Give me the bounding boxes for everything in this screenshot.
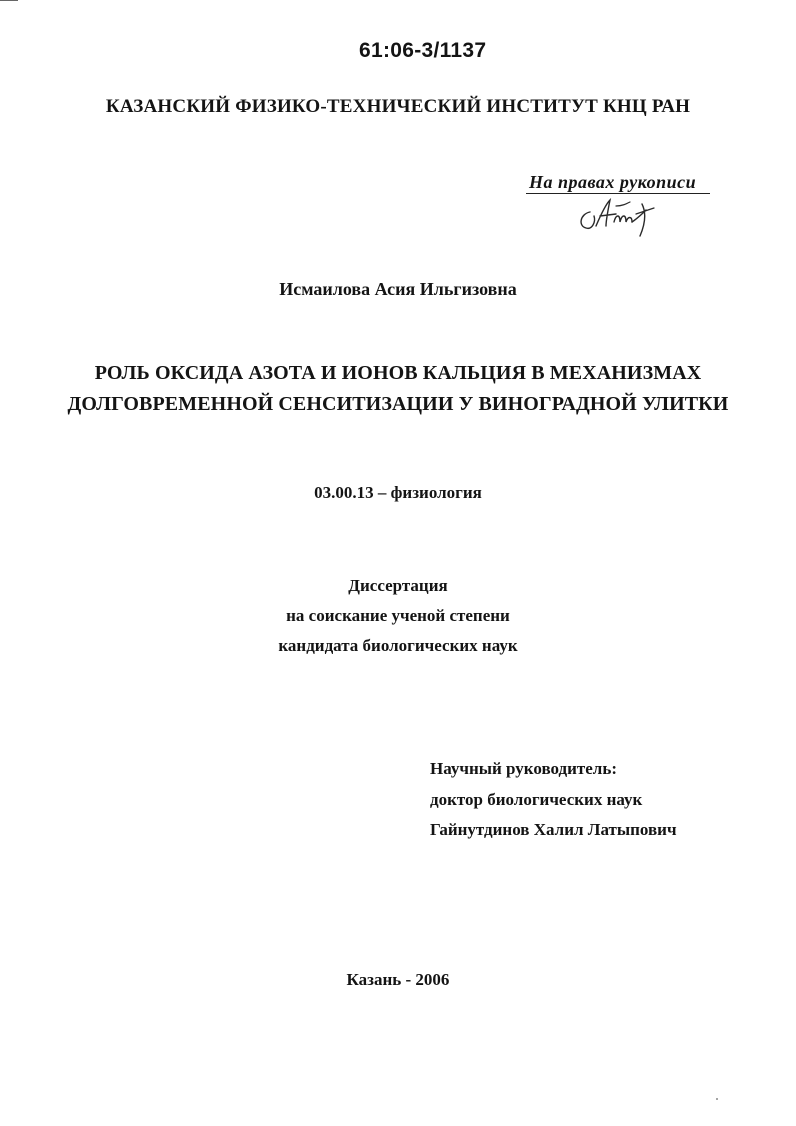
dissertation-title-line-2: ДОЛГОВРЕМЕННОЙ СЕНСИТИЗАЦИИ У ВИНОГРАДНОЙ УЛИТКИ bbox=[67, 393, 729, 415]
degree-line-3: кандидата биологических наук bbox=[278, 636, 518, 655]
specialty-code: 03.00.13 – физиология bbox=[314, 483, 482, 502]
dissertation-title-line-1: РОЛЬ ОКСИДА АЗОТА И ИОНОВ КАЛЬЦИЯ В МЕХАНИЗМАХ bbox=[94, 362, 702, 384]
scan-edge-mark bbox=[0, 0, 18, 1]
supervisor-degree: доктор биологических наук bbox=[430, 790, 643, 809]
degree-line-1: Диссертация bbox=[348, 576, 448, 595]
rights-note: На правах рукописи bbox=[529, 172, 697, 192]
supervisor-name: Гайнутдинов Халил Латыпович bbox=[430, 820, 677, 839]
supervisor-label: Научный руководитель: bbox=[430, 759, 617, 778]
institute-name: КАЗАНСКИЙ ФИЗИКО-ТЕХНИЧЕСКИЙ ИНСТИТУТ КНЦ РАН bbox=[105, 96, 691, 117]
city-year: Казань - 2006 bbox=[346, 970, 450, 989]
signature-icon bbox=[576, 192, 666, 238]
author-name: Исмаилова Асия Ильгизовна bbox=[279, 279, 517, 299]
scan-speck bbox=[716, 1098, 718, 1100]
degree-line-2: на соискание ученой степени bbox=[286, 606, 510, 625]
catalog-number: 61:06-3/1137 bbox=[359, 39, 487, 62]
